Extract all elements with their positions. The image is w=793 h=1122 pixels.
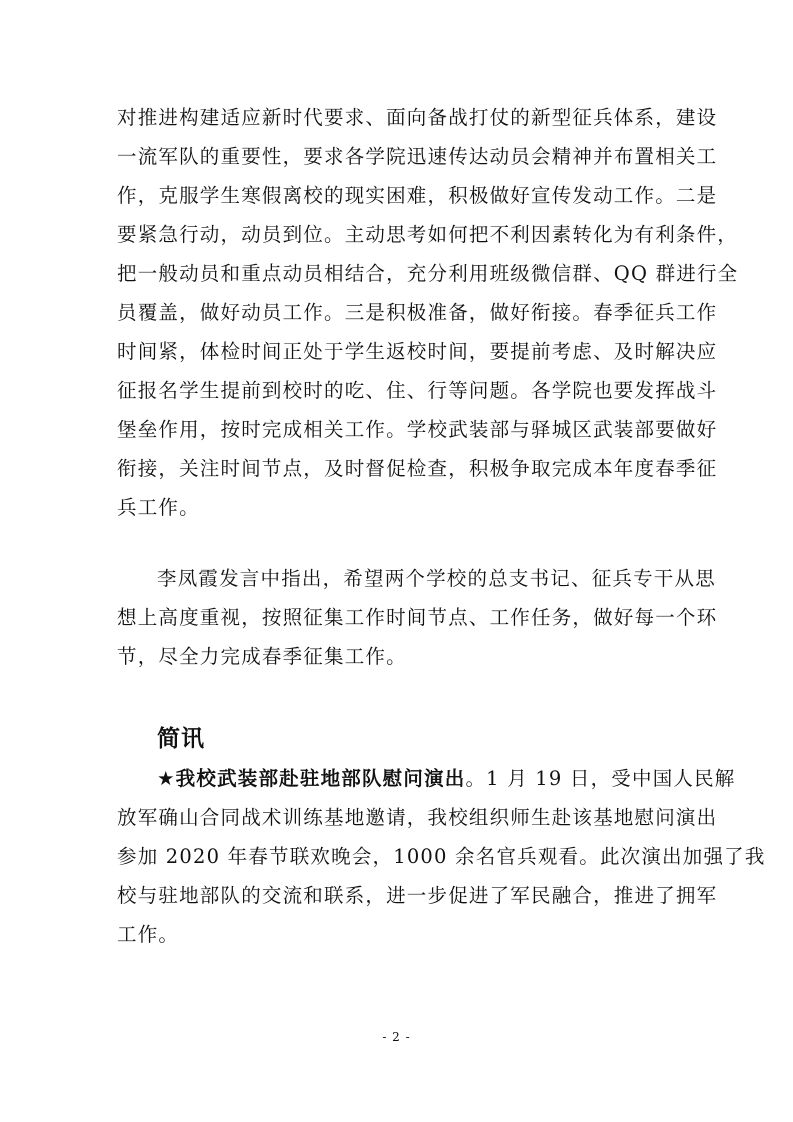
body-line: 衔接，关注时间节点，及时督促检查，积极争取完成本年度春季征 <box>117 457 718 480</box>
body-line: 想上高度重视，按照征集工作时间节点、工作任务，做好每一个环 <box>117 606 718 629</box>
page-number: - 2 - <box>382 1030 411 1044</box>
news-heading: 简讯 <box>157 726 205 752</box>
news-line: 放军确山合同战术训练基地邀请，我校组织师生赴该基地慰问演出 <box>117 806 718 829</box>
news-first-line <box>157 767 757 791</box>
news-line: 工作。 <box>117 923 180 946</box>
body-line: 李凤霞发言中指出，希望两个学校的总支书记、征兵专干从思 <box>157 567 716 590</box>
body-line: 堡垒作用，按时完成相关工作。学校武装部与驿城区武装部要做好 <box>117 418 718 441</box>
body-line: 对推进构建适应新时代要求、面向备战打仗的新型征兵体系，建设 <box>117 106 718 129</box>
news-line: 参加 2020 年春节联欢晚会，1000 余名官兵观看。此次演出加强了我 <box>117 845 766 868</box>
body-line: 节，尽全力完成春季征集工作。 <box>117 645 407 668</box>
news-line: 校与驻地部队的交流和联系，进一步促进了军民融合，推进了拥军 <box>117 884 718 907</box>
body-line: 一流军队的重要性，要求各学院迅速传达动员会精神并布置相关工 <box>117 145 718 168</box>
body-line: 征报名学生提前到校时的吃、住、行等问题。各学院也要发挥战斗 <box>117 379 718 402</box>
body-line: 兵工作。 <box>117 496 200 519</box>
body-line: 把一般动员和重点动员相结合，充分利用班级微信群、QQ 群进行全 <box>117 262 739 285</box>
news-first-line-text: 。1 月 19 日，受中国人民解 <box>465 767 736 790</box>
body-line: 要紧急行动，动员到位。主动思考如何把不利因素转化为有利条件， <box>117 223 739 246</box>
news-lead-title: ★我校武装部赴驻地部队慰问演出 <box>157 767 466 790</box>
body-line: 员覆盖，做好动员工作。三是积极准备，做好衔接。春季征兵工作 <box>117 301 718 324</box>
body-line: 时间紧，体检时间正处于学生返校时间，要提前考虑、及时解决应 <box>117 340 718 363</box>
body-line: 作，克服学生寒假离校的现实困难，积极做好宣传发动工作。二是 <box>117 184 718 207</box>
